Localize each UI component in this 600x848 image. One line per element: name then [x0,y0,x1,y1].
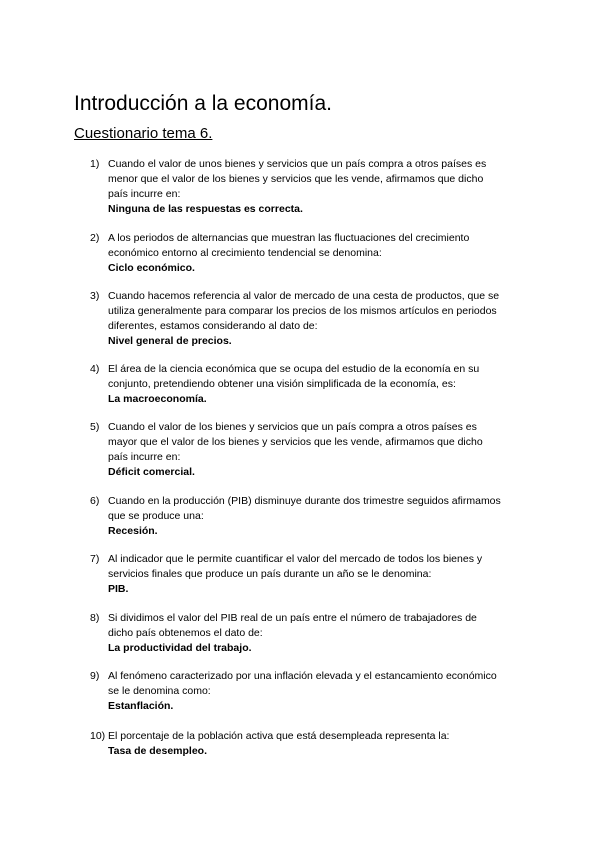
question-body [108,289,530,349]
question-text-line: mayor que el valor de los bienes y servicios que les vende, afirmamos que dicho [108,436,483,448]
question-text-line: Si dividimos el valor del PIB real de un país entre el número de trabajadores de [108,612,477,624]
question-text-line: servicios finales que produce un país durante un año se le denomina: [108,568,432,580]
question-number: 4) [90,363,100,375]
question-text-line: diferentes, estamos considerando al dato de: [108,320,318,332]
question-item-2 [90,231,530,276]
question-text-line: dicho país obtenemos el dato de: [108,627,263,639]
question-body [108,729,530,759]
question-text-line: conjunto, pretendiendo obtener una visión simplificada de la economía, es: [108,378,456,390]
question-number: 9) [90,670,100,682]
question-answer: Ciclo económico. [108,262,195,274]
question-number: 8) [90,612,100,624]
question-number: 2) [90,232,100,244]
question-body [108,552,530,597]
question-number: 3) [90,290,100,302]
question-item-3 [90,289,530,349]
question-answer: Estanflación. [108,700,174,712]
question-number: 5) [90,421,100,433]
question-answer: PIB. [108,583,129,595]
question-body [108,157,530,217]
question-text-line: Cuando en la producción (PIB) disminuye durante dos trimestre seguidos afirmamos [108,495,501,507]
question-item-1 [90,157,530,217]
question-answer: Ninguna de las respuestas es correcta. [108,203,303,215]
question-text-line: económico entorno al crecimiento tendencial se denomina: [108,247,382,259]
question-item-10 [90,729,530,759]
question-text-line: Cuando el valor de unos bienes y servicios que un país compra a otros países es [108,158,487,170]
document-subtitle: Cuestionario tema 6. [74,125,213,142]
question-text-line: Al indicador que le permite cuantificar el valor del mercado de todos los bienes y [108,553,483,565]
question-answer: Nivel general de precios. [108,335,232,347]
question-text-line: país incurre en: [108,188,181,200]
question-text-line: El área de la ciencia económica que se ocupa del estudio de la economía en su [108,363,480,375]
question-body [108,420,530,480]
question-text-line: utiliza generalmente para comparar los precios de los mismos artículos en periodos [108,305,497,317]
question-body [108,611,530,656]
question-answer: La macroeconomía. [108,393,207,405]
question-text-line: país incurre en: [108,451,181,463]
question-text-line: A los periodos de alternancias que muestran las fluctuaciones del crecimiento [108,232,470,244]
question-item-4 [90,362,530,407]
question-body [108,494,530,539]
question-body [108,362,530,407]
question-body [108,669,530,714]
document-title: Introducción a la economía. [74,92,332,115]
question-text-line: Cuando hacemos referencia al valor de mercado de una cesta de productos, que se [108,290,500,302]
question-number: 7) [90,553,100,565]
question-item-8 [90,611,530,656]
question-answer: Tasa de desempleo. [108,745,208,757]
question-text-line: El porcentaje de la población activa que está desempleada representa la: [108,730,450,742]
question-number: 6) [90,495,100,507]
question-answer: La productividad del trabajo. [108,642,252,654]
question-item-7 [90,552,530,597]
question-item-5 [90,420,530,480]
question-answer: Déficit comercial. [108,466,195,478]
question-text-line: Cuando el valor de los bienes y servicios que un país compra a otros países es [108,421,477,433]
question-number: 1) [90,158,100,170]
question-answer: Recesión. [108,525,158,537]
question-body [108,231,530,276]
question-number: 10) [90,730,106,742]
question-text-line: que se produce una: [108,510,204,522]
question-text-line: se le denomina como: [108,685,211,697]
question-item-6 [90,494,530,539]
question-text-line: menor que el valor de los bienes y servicios que les vende, afirmamos que dicho [108,173,484,185]
question-text-line: Al fenómeno caracterizado por una inflación elevada y el estancamiento económico [108,670,497,682]
question-item-9 [90,669,530,714]
